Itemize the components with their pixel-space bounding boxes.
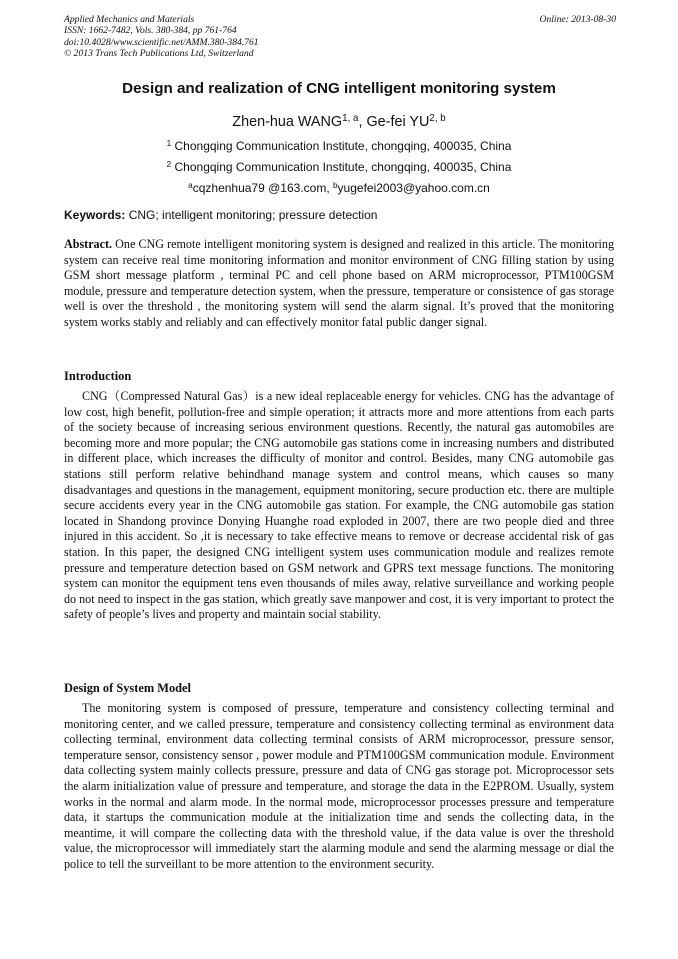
section-heading-system-model: Design of System Model [64,681,191,695]
email-a-mark: a [188,180,193,190]
author-1: Zhen-hua WANG [232,114,343,130]
doi-line: doi:10.4028/www.scientific.net/AMM.380-384.761 [64,36,259,48]
affiliation-1-text: Chongqing Communication Institute, chongqing, 400035, China [174,139,512,153]
keywords-label: Keywords: [64,208,126,222]
author-separator: , [358,114,367,130]
section-heading-introduction: Introduction [64,369,132,383]
abstract [64,237,614,331]
email-b-mark: b [333,180,338,190]
email-b: yugefei2003@yahoo.com.cn [337,181,490,195]
affiliation-2-text: Chongqing Communication Institute, chongqing, 400035, China [174,160,512,174]
affiliation-1 [0,139,678,153]
author-line [0,114,678,130]
author-2: Ge-fei YU [366,114,430,130]
affiliation-2-num: 2 [166,159,172,169]
email-a: cqzhenhua79 @163.com, [192,181,333,195]
abstract-text: One CNG remote intelligent monitoring system is designed and realized in this article. The monitoring system can receive real time monitoring information and monitor environment of CNG filling station by using GSM short message platform , terminal PC and cell phone based on ARM microprocessor, PTM100GSM module, pressure and temperature detection system, when the pressure, temperature or consistence of gas storage well is over the threshold , the monitoring system will send the alarm signal. It’s proved that the monitoring system works stably and reliably and can effectively monitor fatal public danger signal. [64,237,614,329]
abstract-label: Abstract. [64,237,113,251]
author-1-mark: 1, a [342,113,359,125]
keywords-text: CNG; intelligent monitoring; pressure detection [125,208,378,222]
keywords [64,208,377,222]
journal-name: Applied Mechanics and Materials [64,14,195,25]
section-body-introduction: CNG（Compressed Natural Gas）is a new ideal replaceable energy for vehicles. CNG has the advantage of low cost, high benefit, pollution-free and simple operation; it attracts more and more attentions from each parts of the society because of increasing serious environment questions. Recently, the natural gas automobiles are becoming more and more popular; the CNG automobile gas stations come in increasing numbers and distributed in different place, which increases the difficulty of monitor and control. Besides, many CNG automobile gas stations still perform relative behindhand manage system and control means, which causes so many disadvantages and questions in the management, equipment monitoring, secure production etc. there are multiple secure accidents every year in the CNG automobile gas station. For example, the CNG automobile gas station located in Shandong province Donying Huanghe road exploded in 2007, there are two people died and three injured in this accident. So ,it is necessary to take effective means to remove or decrease accidental risk of gas station. In this paper, the designed CNG intelligent system uses communication module and realizes remote pressure and temperature detection based on GSM network and GPRS text message functions. The monitoring system can monitor the equipment tens even thousands of miles away, relative surveillance and working people do not need to inspect in the gas station, which greatly save manpower and cost, it is very important to protect the safety of people’s lives and property and maintain social stability. [64,389,614,622]
section-body-system-model: The monitoring system is composed of pressure, temperature and consistency collecting terminal and monitoring center, and we called pressure, temperature and consistency collecting terminal as environment data collecting terminal, environment data collecting terminal consists of ARM microprocessor, pressure sensor, temperature sensor, consistency sensor , power module and PTM100GSM communication module. Environment data collecting system mainly collects pressure, pressure and data of CNG gas storage pot. Microprocessor sets the alarm initialization value of pressure and temperature, and storage the data in the E2PROM. Usually, system works in the normal and alarm mode. In the normal mode, microprocessor processes pressure and temperature data, it startups the communication module at the initialization time and sends the collecting data, in the meantime, it will compare the collecting data with the threshold value, if the data value is over the threshold value, the microprocessor will immediately start the alarming module and send the alarming message or dial the police to tell the surveillant to be more attention to the environment security. [64,701,614,871]
affiliation-2 [0,160,678,174]
online-date: Online: 2013-08-30 [539,14,616,25]
author-2-mark: 2, b [429,113,446,125]
paper-title: Design and realization of CNG intelligent monitoring system [122,80,556,97]
affiliation-1-num: 1 [166,138,172,148]
email-line [0,181,678,195]
journal-metadata [64,14,259,60]
issn-line: ISSN: 1662-7482, Vols. 380-384, pp 761-764 [64,25,237,37]
copyright-line: © 2013 Trans Tech Publications Ltd, Switzerland [64,48,254,60]
